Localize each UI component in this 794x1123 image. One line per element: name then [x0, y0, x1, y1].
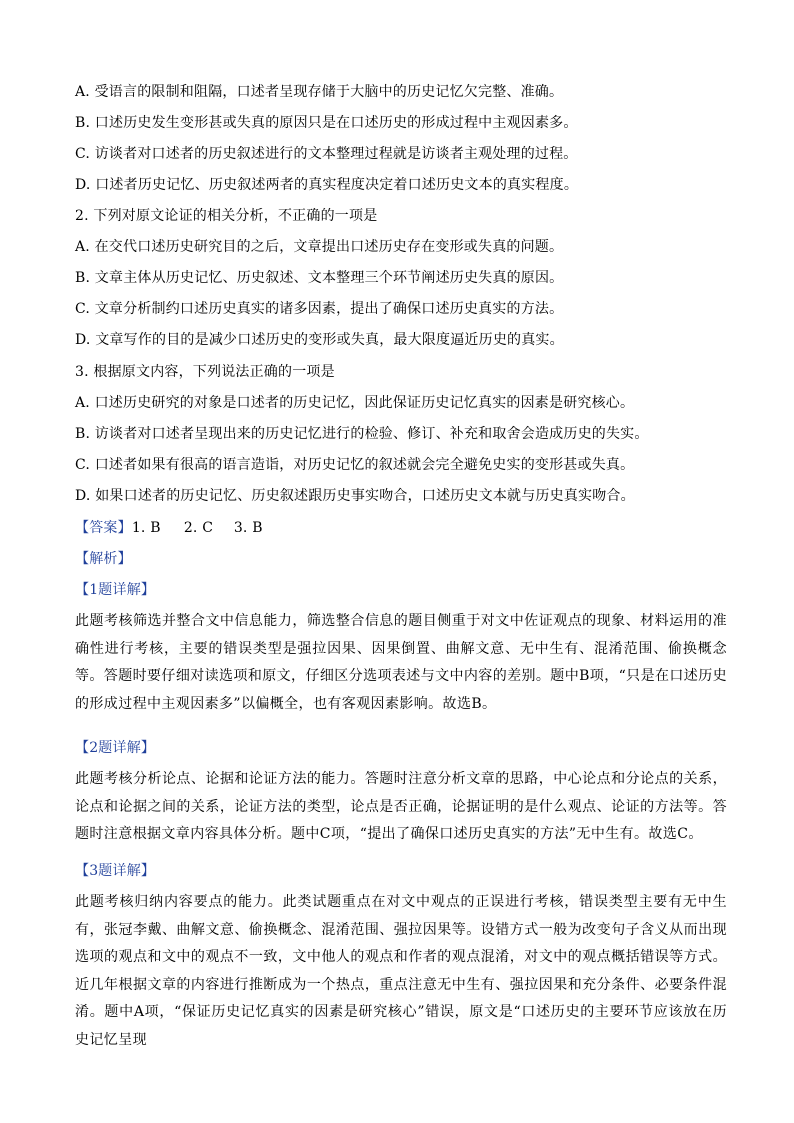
q2-option-c: C. 文章分析制约口述历史真实的诸多因素，提出了确保口述历史真实的方法。 [75, 301, 564, 317]
q2-option-d: D. 文章写作的目的是减少口述历史的变形或失真，最大限度逼近历史的真实。 [75, 332, 564, 348]
detail-3-text: 此题考核归纳内容要点的能力。此类试题重点在对文中观点的正误进行考核，错误类型主要有无中生有，张冠李戴、曲解文意、偷换概念、混淆范围、强拉因果等。设错方式一般为改变句子含义从而出现选项的观点和文中的观点不一致，文中他人的观点和作者的观点混淆，对文中的观点概括错误等方式。近几年根据文章的内容进行推断成为一个热点，重点注意无中生有、强拉因果和充分条件、必要条件混淆。题中A项，“保证历史记忆真实的因素是研究核心”错误，原文是“口述历史的主要环节应该放在历史记忆呈现 [75, 894, 727, 1048]
q2-option-a: A. 在交代口述历史研究目的之后，文章提出口述历史存在变形或失真的问题。 [75, 239, 564, 255]
q3-option-b: B. 访谈者对口述者呈现出来的历史记忆进行的检验、修订、补充和取舍会造成历史的失实。 [75, 426, 649, 442]
q3-option-c: C. 口述者如果有很高的语言造诣，对历史记忆的叙述就会完全避免史实的变形甚或失真。 [75, 457, 635, 473]
detail-2-heading: 【2题详解】 [75, 740, 156, 756]
answer-line [75, 518, 727, 538]
detail-1-heading: 【1题详解】 [75, 582, 156, 598]
q1-option-a: A. 受语言的限制和阻隔，口述者呈现存储于大脑中的历史记忆欠完整、准确。 [75, 84, 564, 100]
answer-item-1: 1. B [131, 520, 161, 536]
q3-stem: 3. 根据原文内容，下列说法正确的一项是 [75, 364, 335, 380]
q1-option-d: D. 口述者历史记忆、历史叙述两者的真实程度决定着口述历史文本的真实程度。 [75, 177, 579, 193]
q1-option-c: C. 访谈者对口述者的历史叙述进行的文本整理过程就是访谈者主观处理的过程。 [75, 146, 578, 162]
q2-option-b: B. 文章主体从历史记忆、历史叙述、文本整理三个环节阐述历史失真的原因。 [75, 270, 564, 286]
answer-item-2: 2. C [183, 520, 214, 536]
detail-3-heading: 【3题详解】 [75, 863, 156, 879]
q3-option-a: A. 口述历史研究的对象是口述者的历史记忆，因此保证历史记忆真实的因素是研究核心。 [75, 395, 635, 411]
analysis-label: 【解析】 [75, 551, 132, 567]
detail-1-text: 此题考核筛选并整合文中信息能力，筛选整合信息的题目侧重于对文中佐证观点的现象、材料运用的准确性进行考核，主要的错误类型是强拉因果、因果倒置、曲解文意、无中生有、混淆范围、偷换概念等。答题时要仔细对读选项和原文，仔细区分选项表述与文中内容的差别。题中B项，“只是在口述历史的形成过程中主观因素多”以偏概全，也有客观因素影响。故选B。 [75, 613, 727, 712]
q1-option-b: B. 口述历史发生变形甚或失真的原因只是在口述历史的形成过程中主观因素多。 [75, 115, 578, 131]
detail-2-text: 此题考核分析论点、论据和论证方法的能力。答题时注意分析文章的思路，中心论点和分论点的关系，论点和论据之间的关系，论证方法的类型，论点是否正确，论据证明的是什么观点、论证的方法等。答题时注意根据文章内容具体分析。题中C项，“提出了确保口述历史真实的方法”无中生有。故选C。 [75, 771, 727, 842]
answer-item-3: 3. B [233, 520, 263, 536]
q2-stem: 2. 下列对原文论证的相关分析，不正确的一项是 [75, 208, 378, 224]
answer-label: 【答案】 [75, 520, 132, 536]
q3-option-d: D. 如果口述者的历史记忆、历史叙述跟历史事实吻合，口述历史文本就与历史真实吻合。 [75, 488, 635, 504]
